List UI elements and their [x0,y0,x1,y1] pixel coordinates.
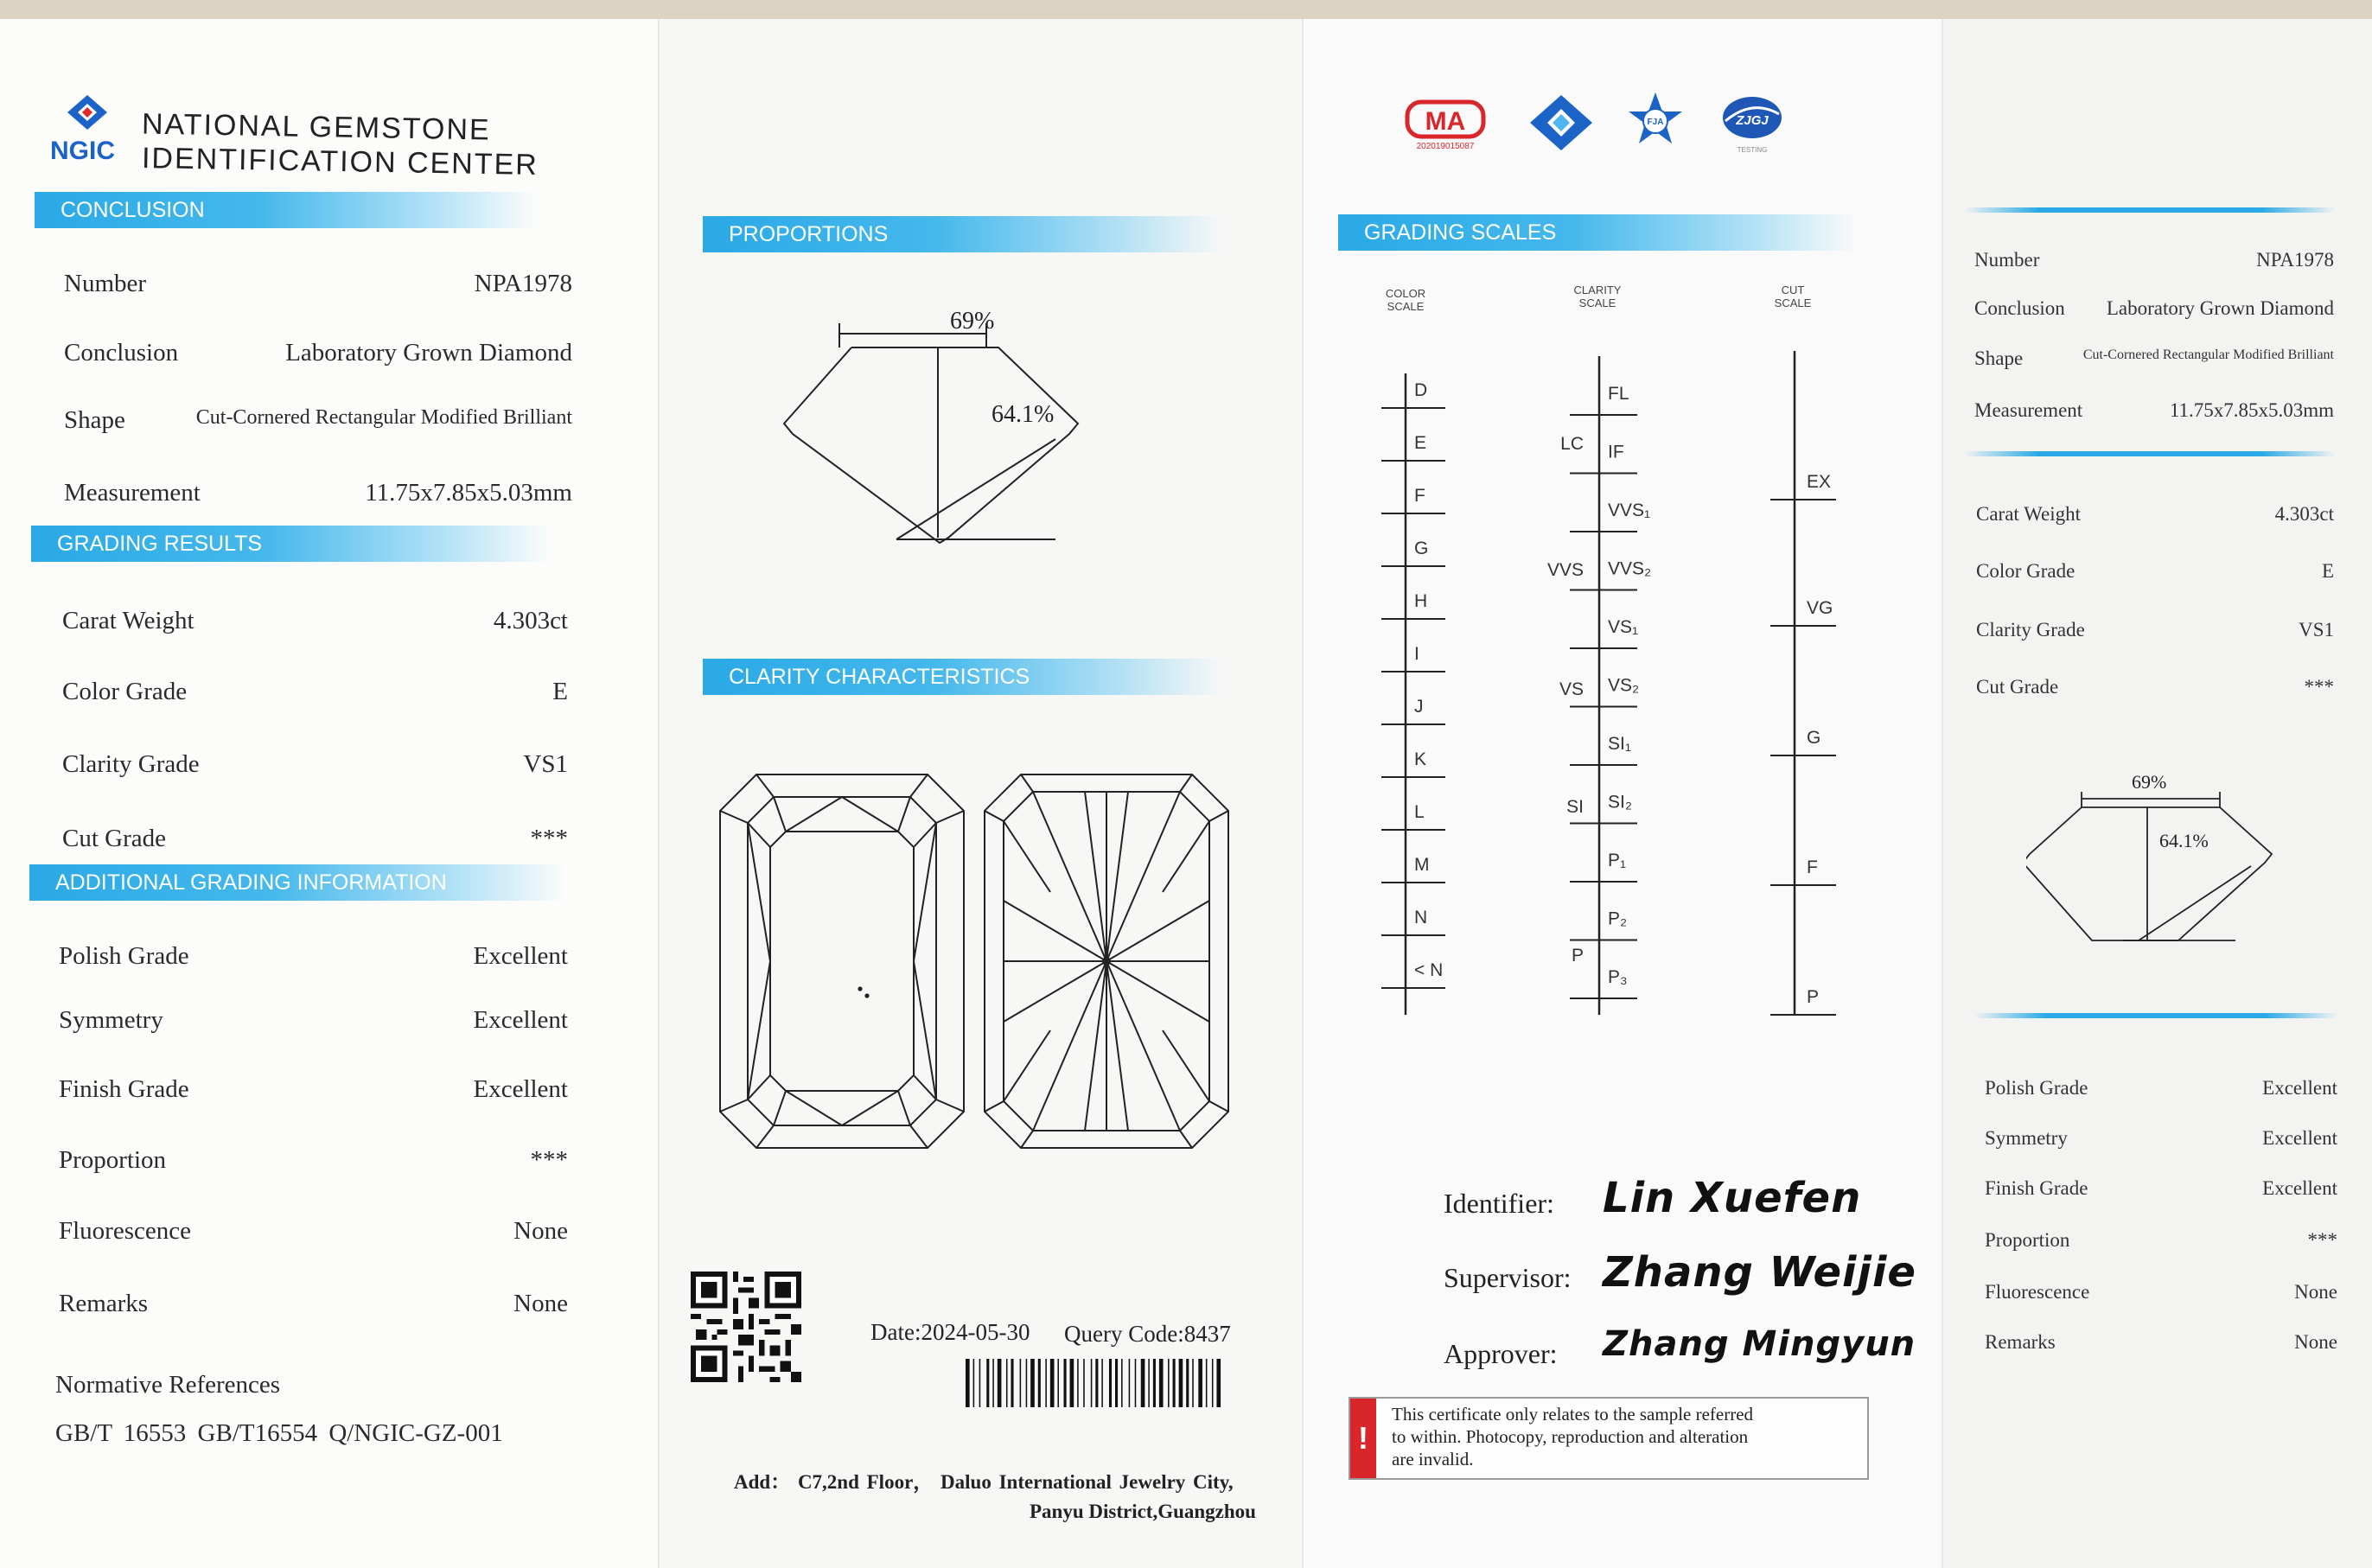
summary-mid-row-label: Cut Grade [1976,676,2059,698]
clarity-grade-label: P₃ [1608,967,1628,987]
barcode-bar [1011,1359,1013,1407]
result-row-value: E [552,678,568,705]
summary-top-row-value: 11.75x7.85x5.03mm [2169,399,2334,421]
zjgj-text: ZJGJ [1736,113,1769,128]
barcode-bar [1198,1359,1202,1407]
clarity-group-label: SI [1566,797,1584,817]
barcode-bar [1006,1359,1008,1407]
summary-depth-percent: 64.1% [2159,830,2209,851]
ngic-badge-icon [1527,92,1596,154]
barcode-bar [979,1359,981,1407]
issue-date: Date:2024-05-30 [870,1319,1030,1345]
color-grade-label: H [1414,591,1428,611]
color-grade-label: N [1414,908,1428,927]
barcode-bar [1064,1359,1067,1407]
logo-abbr: NGIC [50,137,115,165]
barcode-bar [1159,1359,1164,1407]
conclusion-row-value: Cut-Cornered Rectangular Modified Brilliant [195,406,572,429]
summary-bottom-row-value: Excellent [2262,1077,2337,1099]
additional-row-label: Proportion [59,1146,167,1174]
summary-bottom-row-label: Symmetry [1985,1127,2068,1149]
conclusion-row-value: Laboratory Grown Diamond [285,339,572,367]
additional-row-value: Excellent [473,942,568,970]
barcode-bar [1070,1359,1074,1407]
summary-bottom-row-value: None [2294,1281,2337,1303]
barcode-bar [1045,1359,1047,1407]
color-grade-label: E [1414,433,1427,453]
grading-results-heading: GRADING RESULTS [31,526,550,562]
summary-top-row-label: Number [1974,249,2040,271]
result-row-value: VS1 [523,750,568,778]
barcode-bar [1135,1359,1137,1407]
summary-bottom-row-label: Polish Grade [1985,1077,2088,1099]
cut-grade-label: P [1807,987,1820,1007]
result-row-label: Carat Weight [62,607,194,634]
zjgj-sub: TESTING [1737,146,1768,154]
barcode-bar [1038,1359,1041,1407]
summary-top-row-label: Measurement [1974,399,2083,421]
barcode-bar [1050,1359,1055,1407]
clarity-grade-label: FL [1608,384,1629,404]
barcode-bar [1192,1359,1194,1407]
barcode-bar [1141,1359,1145,1407]
summary-divider-top [1964,207,2336,213]
summary-bottom-row-label: Remarks [1985,1331,2056,1353]
clarity-group-label: VVS [1546,560,1584,580]
certificate [0,19,2372,1568]
barcode-bar [992,1359,994,1407]
signature-label: Supervisor: [1444,1262,1572,1293]
conclusion-row-label: Number [64,270,147,297]
summary-mid-row-label: Color Grade [1976,560,2076,582]
grading-scales-chart [1304,347,1943,1022]
signature-name: Zhang Mingyun [1603,1324,1916,1364]
result-row-label: Cut Grade [62,825,166,852]
additional-row-label: Fluorescence [59,1217,191,1245]
barcode-bar [1173,1359,1176,1407]
summary-mid-row-value: E [2321,560,2334,582]
fja-star-icon [1625,90,1686,150]
cut-grade-label: G [1807,728,1821,748]
color-grade-label: F [1414,486,1425,506]
proportions-heading: PROPORTIONS [703,216,1221,252]
cma-text: MA [1425,107,1466,136]
clarity-grade-label: IF [1608,442,1624,462]
additional-row-value: None [513,1217,568,1245]
additional-row-value: None [513,1290,568,1317]
barcode-bar [1121,1359,1123,1407]
barcode-bar [1095,1359,1098,1407]
summary-divider-mid [1964,451,2336,456]
clarity-grade-label: VS₁ [1608,617,1639,637]
org-name-line2: IDENTIFICATION CENTER [141,141,539,182]
warning-icon: ! [1350,1399,1376,1478]
clarity-grade-label: VVS₁ [1608,500,1651,520]
barcode-bar [1186,1359,1189,1407]
summary-mid-row-value: *** [2304,676,2334,698]
barcode-bar [1057,1359,1059,1407]
signature-label: Approver: [1444,1338,1558,1369]
depth-percent: 64.1% [992,401,1055,428]
color-grade-label: D [1414,380,1428,400]
panel-scales [1304,19,1943,1568]
barcode-bar [1026,1359,1028,1407]
clarity-grade-label: VVS₂ [1608,558,1652,579]
address-line1: Add： C7,2nd Floor， Daluo International Jewelry City, [734,1471,1234,1493]
barcode-bar [1179,1359,1183,1407]
warning-box [1349,1397,1869,1480]
summary-proportions-diagram [2026,771,2286,953]
barcode-bar [1206,1359,1208,1407]
summary-bottom-row-value: None [2294,1331,2337,1353]
cut-grade-label: EX [1807,472,1832,492]
summary-bottom-row-value: Excellent [2262,1127,2337,1149]
barcode-bar [966,1359,970,1407]
clarity-grade-label: P₂ [1608,908,1628,929]
cut-grade-label: F [1807,857,1818,877]
warning-line1: This certificate only relates to the sample referred [1392,1404,1754,1425]
summary-top-row-value: NPA1978 [2256,249,2334,271]
barcode-bar [1101,1359,1103,1407]
color-grade-label: M [1414,855,1430,875]
barcode-bar [1212,1359,1214,1407]
summary-bottom-row-value: *** [2307,1229,2337,1251]
warning-line2: to within. Photocopy, reproduction and alteration [1392,1426,1749,1447]
normative-refs: GB/T 16553 GB/T16554 Q/NGIC-GZ-001 [55,1419,503,1447]
summary-table-percent: 69% [2132,771,2167,793]
additional-row-label: Remarks [59,1290,149,1317]
result-row-label: Clarity Grade [62,750,200,778]
additional-row-value: *** [530,1146,568,1174]
cma-number: 202019015087 [1416,142,1475,150]
table-percent: 69% [950,308,995,335]
conclusion-row-value: NPA1978 [474,270,572,297]
clarity-grade-label: SI₁ [1608,734,1631,754]
clarity-scale-head: CLARITY SCALE [1573,284,1622,309]
summary-mid-row-value: VS1 [2299,619,2334,641]
clarity-plot-pavilion [981,771,1232,1151]
panel-summary [1943,19,2372,1568]
barcode-bar [998,1359,1002,1407]
qr-code-icon[interactable] [691,1269,801,1385]
clarity-group-label: VS [1559,679,1584,699]
cma-badge-icon [1404,97,1489,150]
summary-top-row-value: Cut-Cornered Rectangular Modified Brilliant [2082,347,2334,362]
signature-name: Lin Xuefen [1603,1174,1862,1222]
barcode-bar [1077,1359,1079,1407]
clarity-grade-label: SI₂ [1608,792,1632,813]
cut-grade-label: VG [1807,598,1833,618]
clarity-group-label: LC [1560,434,1584,454]
summary-top-row-label: Shape [1974,347,2024,369]
color-grade-label: G [1414,539,1429,558]
summary-bottom-row-label: Finish Grade [1985,1177,2088,1199]
additional-row-label: Finish Grade [59,1075,189,1103]
additional-row-label: Polish Grade [59,942,189,970]
summary-bottom-row-value: Excellent [2262,1177,2337,1199]
additional-row-value: Excellent [473,1075,568,1103]
barcode-bar [1216,1359,1221,1407]
barcode-bar [1091,1359,1093,1407]
clarity-group-label: P [1571,946,1584,966]
address-line2: Panyu District,Guangzhou [1030,1501,1256,1522]
barcode-icon [962,1359,1251,1407]
panel-diagrams [660,19,1304,1568]
conclusion-heading: CONCLUSION [35,192,536,228]
summary-mid-row-label: Carat Weight [1976,503,2081,525]
barcode-bar [1153,1359,1156,1407]
color-grade-label: K [1414,749,1427,769]
conclusion-row-label: Shape [64,406,125,434]
additional-row-value: Excellent [473,1006,568,1034]
barcode-bar [1109,1359,1112,1407]
summary-divider-bottom [1974,1013,2337,1018]
result-row-value: 4.303ct [493,607,568,634]
color-scale-head: COLOR SCALE [1385,287,1426,313]
result-row-label: Color Grade [62,678,188,705]
query-code: Query Code:8437 [1064,1321,1231,1347]
color-grade-label: J [1414,697,1424,717]
fja-text: FJA [1647,118,1664,127]
conclusion-row-label: Measurement [64,479,201,507]
panel-conclusion [0,19,660,1568]
org-name-line1: NATIONAL GEMSTONE [141,107,491,147]
clarity-grade-label: P₁ [1608,851,1627,870]
barcode-bar [1020,1359,1022,1407]
summary-mid-row-value: 4.303ct [2274,503,2334,525]
barcode-bar [1168,1359,1170,1407]
normative-title: Normative References [55,1371,281,1399]
barcode-bar [1129,1359,1131,1407]
additional-heading: ADDITIONAL GRADING INFORMATION [29,864,565,901]
barcode-bar [986,1359,989,1407]
barcode-bar [1115,1359,1118,1407]
clarity-grade-label: VS₂ [1608,675,1640,696]
summary-bottom-row-label: Proportion [1985,1229,2070,1251]
signature-name: Zhang Weijie [1603,1248,1916,1297]
summary-bottom-row-label: Fluorescence [1985,1281,2090,1303]
barcode-bar [1083,1359,1085,1407]
clarity-plot-crown [717,771,967,1151]
barcode-bar [973,1359,975,1407]
zjgj-badge-icon [1717,92,1788,157]
clarity-heading: CLARITY CHARACTERISTICS [703,659,1221,695]
color-grade-label: < N [1414,960,1444,980]
cut-scale-head: CUT SCALE [1774,284,1812,309]
color-grade-label: I [1414,644,1419,664]
conclusion-row-label: Conclusion [64,339,179,367]
color-grade-label: L [1414,802,1425,822]
barcode-bar [1148,1359,1150,1407]
summary-mid-row-label: Clarity Grade [1976,619,2085,641]
summary-top-row-value: Laboratory Grown Diamond [2106,297,2334,319]
warning-line3: are invalid. [1392,1449,1474,1469]
result-row-value: *** [530,825,568,852]
conclusion-row-value: 11.75x7.85x5.03mm [365,479,572,507]
summary-top-row-label: Conclusion [1974,297,2065,319]
additional-row-label: Symmetry [59,1006,163,1034]
barcode-bar [1030,1359,1035,1407]
grading-scales-heading: GRADING SCALES [1338,214,1857,251]
signature-label: Identifier: [1444,1188,1554,1219]
